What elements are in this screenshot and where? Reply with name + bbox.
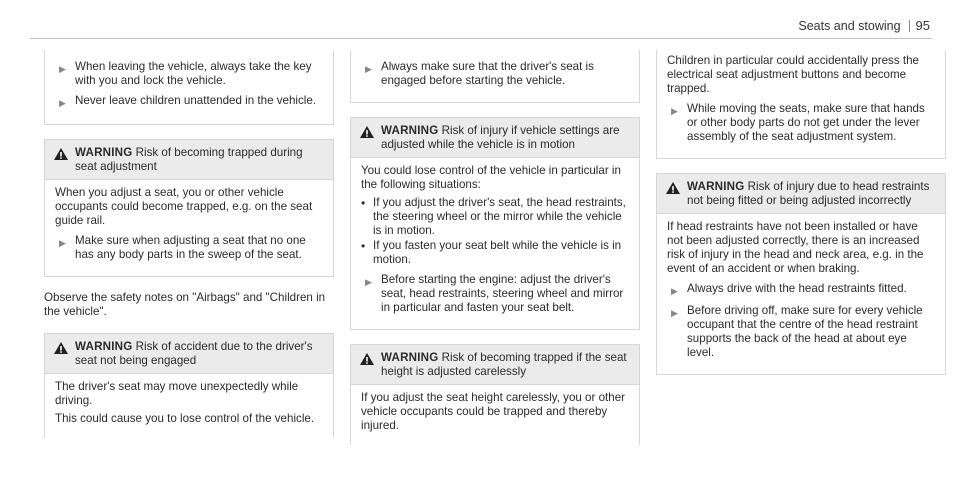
warning-title: Risk of accident due to the driver's seat not being engaged	[75, 340, 313, 367]
chapter-title: Seats and stowing	[798, 19, 901, 33]
warning-header	[44, 139, 334, 180]
warning-triangle-icon	[359, 352, 375, 366]
step-item: ▶ Before starting the engine: adjust the driver's seat, head restraints, steering wheel and mirror in particular and fasten your seat belt.	[365, 273, 624, 314]
step-item: ▶ Never leave children unattended in the vehicle.	[59, 94, 317, 108]
warning-header	[350, 344, 640, 385]
warning-text: You could lose control of the vehicle in particular in the following situations:	[361, 164, 621, 191]
warning-title: Risk of injury due to head restraints not being fitted or being adjusted incorrectly	[687, 180, 930, 207]
warning-triangle-icon	[665, 181, 681, 195]
warning-header	[44, 333, 334, 374]
top-info-box	[656, 50, 946, 159]
column-1	[44, 50, 334, 452]
observe-note: Observe the safety notes on "Airbags" and "Children in the vehicle".	[44, 291, 326, 318]
warning-label: WARNING	[75, 146, 133, 159]
list-item: • If you fasten your seat belt while the vehicle is in motion.	[361, 239, 622, 266]
warning-title: Risk of becoming trapped during seat adjustment	[75, 146, 303, 173]
step-arrow-icon: ▶	[671, 308, 678, 318]
step-arrow-icon: ▶	[671, 286, 678, 296]
info-text: Children in particular could accidentally press the electrical seat adjustment buttons and become trapped.	[667, 54, 919, 95]
column-3	[656, 50, 946, 389]
page-header	[798, 18, 930, 33]
page-number: 95	[915, 18, 930, 33]
step-arrow-icon: ▶	[365, 64, 372, 74]
warning-text: If you adjust the seat height carelessly, you or other vehicle occupants could be trapped and thereby injured.	[361, 391, 626, 432]
warning-label: WARNING	[381, 351, 439, 364]
warning-body	[350, 158, 640, 330]
step-item: ▶ Always make sure that the driver's seat is engaged before starting the vehicle.	[365, 60, 594, 87]
warning-triangle-icon	[53, 341, 69, 355]
warning-body	[44, 180, 334, 277]
step-arrow-icon: ▶	[671, 106, 678, 116]
warning-text: This could cause you to lose control of the vehicle.	[55, 412, 315, 425]
list-item: • If you adjust the driver's seat, the head restraints, the steering wheel or the mirror while the vehicle is in motion.	[361, 196, 626, 237]
warning-text: The driver's seat may move unexpectedly while driving.	[55, 380, 299, 407]
warning-title: Risk of becoming trapped if the seat height is adjusted carelessly	[381, 351, 627, 378]
step-arrow-icon: ▶	[365, 277, 372, 287]
step-item: ▶ When leaving the vehicle, always take the key with you and lock the vehicle.	[59, 60, 312, 87]
step-item: ▶ Make sure when adjusting a seat that no one has any body parts in the sweep of the seat.	[59, 234, 306, 261]
top-step-box	[350, 50, 640, 103]
warning-title: Risk of injury if vehicle settings are adjusted while the vehicle is in motion	[381, 124, 620, 151]
step-arrow-icon: ▶	[59, 238, 66, 248]
header-rule	[30, 38, 932, 39]
step-arrow-icon: ▶	[59, 64, 66, 74]
warning-label: WARNING	[687, 180, 745, 193]
warning-body	[656, 214, 946, 375]
warning-header	[350, 117, 640, 158]
intro-steps-box	[44, 50, 334, 125]
step-arrow-icon: ▶	[59, 98, 66, 108]
warning-text: If head restraints have not been installed or have not been adjusted correctly, there is an increased risk of injury in the head and neck area, e.g. in the event of an accident or when braking.	[667, 220, 924, 275]
column-2	[350, 50, 640, 459]
warning-label: WARNING	[381, 124, 439, 137]
step-item: ▶ Before driving off, make sure for every vehicle occupant that the centre of the head restraint supports the back of the head at about eye level.	[671, 304, 923, 359]
step-item: ▶ While moving the seats, make sure that hands or other body parts do not get under the lever assembly of the seat adjustment system.	[671, 102, 925, 143]
warning-triangle-icon	[359, 125, 375, 139]
step-item: ▶ Always drive with the head restraints fitted.	[671, 282, 907, 296]
warning-label: WARNING	[75, 340, 133, 353]
warning-text: When you adjust a seat, you or other vehicle occupants could become trapped, e.g. on the seat guide rail.	[55, 186, 313, 227]
warning-body	[350, 385, 640, 445]
bullet-list	[361, 196, 631, 267]
warning-triangle-icon	[53, 147, 69, 161]
header-separator	[909, 20, 910, 32]
warning-body	[44, 374, 334, 438]
warning-header	[656, 173, 946, 214]
